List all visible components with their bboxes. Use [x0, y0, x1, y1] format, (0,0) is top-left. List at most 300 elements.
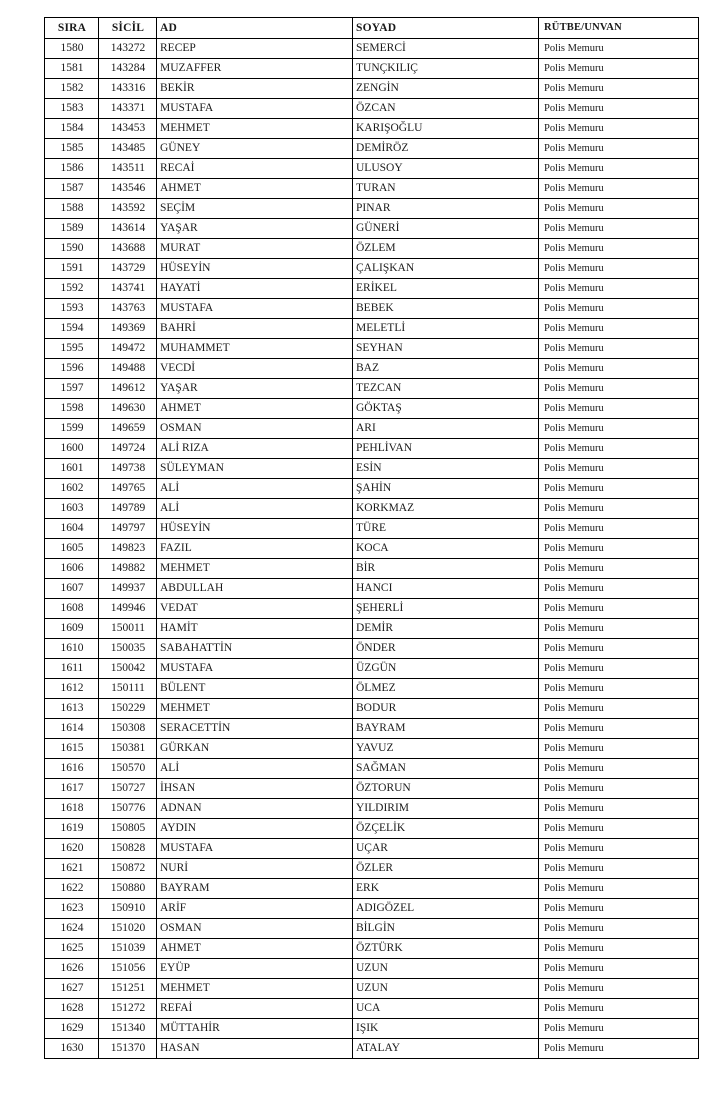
cell-sicil: 151020 [99, 919, 157, 939]
cell-ad: MEHMET [157, 699, 353, 719]
table-row [45, 519, 699, 539]
column-header-soyad: SOYAD [353, 18, 539, 39]
cell-soyad: ADIGÖZEL [353, 899, 539, 919]
cell-sicil: 150776 [99, 799, 157, 819]
cell-ad: ALİ [157, 499, 353, 519]
cell-sira: 1622 [45, 879, 99, 899]
cell-sicil: 151039 [99, 939, 157, 959]
table-row [45, 699, 699, 719]
cell-rutbe-unvan: Polis Memuru [539, 919, 699, 939]
cell-rutbe-unvan: Polis Memuru [539, 619, 699, 639]
table-row [45, 599, 699, 619]
cell-sira: 1630 [45, 1039, 99, 1059]
cell-rutbe-unvan: Polis Memuru [539, 799, 699, 819]
cell-rutbe-unvan: Polis Memuru [539, 239, 699, 259]
cell-rutbe-unvan: Polis Memuru [539, 99, 699, 119]
table-row [45, 879, 699, 899]
cell-soyad: ŞAHİN [353, 479, 539, 499]
cell-rutbe-unvan: Polis Memuru [539, 219, 699, 239]
table-row [45, 319, 699, 339]
cell-soyad: ATALAY [353, 1039, 539, 1059]
cell-sicil: 143546 [99, 179, 157, 199]
table-row [45, 199, 699, 219]
cell-rutbe-unvan: Polis Memuru [539, 979, 699, 999]
cell-ad: HAYATİ [157, 279, 353, 299]
cell-sicil: 149488 [99, 359, 157, 379]
cell-soyad: YILDIRIM [353, 799, 539, 819]
cell-soyad: TÜRE [353, 519, 539, 539]
cell-rutbe-unvan: Polis Memuru [539, 579, 699, 599]
cell-ad: OSMAN [157, 919, 353, 939]
cell-ad: ADNAN [157, 799, 353, 819]
cell-sira: 1602 [45, 479, 99, 499]
cell-sira: 1616 [45, 759, 99, 779]
cell-soyad: BEBEK [353, 299, 539, 319]
cell-sira: 1611 [45, 659, 99, 679]
cell-soyad: SAĞMAN [353, 759, 539, 779]
cell-rutbe-unvan: Polis Memuru [539, 379, 699, 399]
table-row [45, 959, 699, 979]
table-row [45, 719, 699, 739]
cell-sicil: 149369 [99, 319, 157, 339]
cell-rutbe-unvan: Polis Memuru [539, 319, 699, 339]
cell-sira: 1597 [45, 379, 99, 399]
cell-sicil: 143284 [99, 59, 157, 79]
cell-sicil: 149472 [99, 339, 157, 359]
cell-ad: MEHMET [157, 979, 353, 999]
cell-sicil: 143453 [99, 119, 157, 139]
cell-ad: MURAT [157, 239, 353, 259]
table-row [45, 919, 699, 939]
cell-sira: 1594 [45, 319, 99, 339]
cell-sira: 1590 [45, 239, 99, 259]
cell-sicil: 151272 [99, 999, 157, 1019]
cell-ad: YAŞAR [157, 379, 353, 399]
cell-soyad: BİLGİN [353, 919, 539, 939]
cell-rutbe-unvan: Polis Memuru [539, 59, 699, 79]
cell-soyad: KORKMAZ [353, 499, 539, 519]
cell-soyad: TUNÇKILIÇ [353, 59, 539, 79]
cell-ad: RECAİ [157, 159, 353, 179]
document-page [44, 17, 666, 1059]
cell-rutbe-unvan: Polis Memuru [539, 699, 699, 719]
cell-ad: HASAN [157, 1039, 353, 1059]
table-row [45, 579, 699, 599]
cell-rutbe-unvan: Polis Memuru [539, 39, 699, 59]
table-row [45, 679, 699, 699]
cell-ad: SEÇİM [157, 199, 353, 219]
cell-rutbe-unvan: Polis Memuru [539, 339, 699, 359]
table-row [45, 79, 699, 99]
cell-sicil: 149612 [99, 379, 157, 399]
table-row [45, 59, 699, 79]
cell-soyad: UZUN [353, 959, 539, 979]
cell-sicil: 149823 [99, 539, 157, 559]
cell-ad: ALİ [157, 759, 353, 779]
cell-sira: 1598 [45, 399, 99, 419]
cell-sira: 1582 [45, 79, 99, 99]
cell-soyad: ÖLMEZ [353, 679, 539, 699]
cell-rutbe-unvan: Polis Memuru [539, 659, 699, 679]
cell-sicil: 143272 [99, 39, 157, 59]
column-header-sira: SIRA [45, 18, 99, 39]
table-row [45, 339, 699, 359]
cell-sicil: 150570 [99, 759, 157, 779]
cell-sira: 1628 [45, 999, 99, 1019]
table-row [45, 539, 699, 559]
cell-sicil: 149630 [99, 399, 157, 419]
cell-sira: 1599 [45, 419, 99, 439]
cell-soyad: ÖZÇELİK [353, 819, 539, 839]
cell-sira: 1621 [45, 859, 99, 879]
column-header-rutbe-unvan: RÜTBE/UNVAN [539, 18, 699, 39]
cell-sicil: 151056 [99, 959, 157, 979]
cell-ad: MUHAMMET [157, 339, 353, 359]
cell-soyad: TEZCAN [353, 379, 539, 399]
cell-sicil: 150111 [99, 679, 157, 699]
cell-sicil: 143763 [99, 299, 157, 319]
cell-rutbe-unvan: Polis Memuru [539, 479, 699, 499]
table-row [45, 859, 699, 879]
cell-soyad: ESİN [353, 459, 539, 479]
cell-sicil: 151251 [99, 979, 157, 999]
cell-soyad: SEMERCİ [353, 39, 539, 59]
cell-rutbe-unvan: Polis Memuru [539, 559, 699, 579]
cell-rutbe-unvan: Polis Memuru [539, 779, 699, 799]
cell-soyad: DEMİR [353, 619, 539, 639]
cell-soyad: YAVUZ [353, 739, 539, 759]
cell-sira: 1604 [45, 519, 99, 539]
cell-sicil: 150727 [99, 779, 157, 799]
cell-soyad: ÖZTÜRK [353, 939, 539, 959]
table-row [45, 239, 699, 259]
cell-sicil: 143316 [99, 79, 157, 99]
cell-sicil: 150880 [99, 879, 157, 899]
cell-rutbe-unvan: Polis Memuru [539, 819, 699, 839]
cell-soyad: ÖZCAN [353, 99, 539, 119]
cell-sicil: 149937 [99, 579, 157, 599]
cell-ad: ALİ RIZA [157, 439, 353, 459]
cell-sira: 1592 [45, 279, 99, 299]
cell-soyad: ÖZLER [353, 859, 539, 879]
cell-rutbe-unvan: Polis Memuru [539, 759, 699, 779]
table-row [45, 119, 699, 139]
cell-soyad: ÖZTORUN [353, 779, 539, 799]
cell-sira: 1614 [45, 719, 99, 739]
cell-sira: 1620 [45, 839, 99, 859]
cell-ad: MEHMET [157, 119, 353, 139]
cell-sira: 1626 [45, 959, 99, 979]
cell-sira: 1613 [45, 699, 99, 719]
cell-rutbe-unvan: Polis Memuru [539, 679, 699, 699]
cell-rutbe-unvan: Polis Memuru [539, 139, 699, 159]
table-row [45, 899, 699, 919]
personnel-table [44, 17, 699, 1059]
cell-rutbe-unvan: Polis Memuru [539, 739, 699, 759]
cell-rutbe-unvan: Polis Memuru [539, 499, 699, 519]
table-row [45, 379, 699, 399]
cell-rutbe-unvan: Polis Memuru [539, 1039, 699, 1059]
cell-ad: AYDIN [157, 819, 353, 839]
table-row [45, 359, 699, 379]
column-header-sicil: SİCİL [99, 18, 157, 39]
cell-soyad: PEHLİVAN [353, 439, 539, 459]
cell-ad: ABDULLAH [157, 579, 353, 599]
cell-rutbe-unvan: Polis Memuru [539, 299, 699, 319]
cell-sicil: 150035 [99, 639, 157, 659]
cell-sira: 1585 [45, 139, 99, 159]
cell-ad: BEKİR [157, 79, 353, 99]
cell-sicil: 149765 [99, 479, 157, 499]
cell-soyad: BODUR [353, 699, 539, 719]
cell-rutbe-unvan: Polis Memuru [539, 539, 699, 559]
table-row [45, 159, 699, 179]
cell-ad: EYÜP [157, 959, 353, 979]
cell-soyad: GÜNERİ [353, 219, 539, 239]
cell-rutbe-unvan: Polis Memuru [539, 419, 699, 439]
cell-sira: 1625 [45, 939, 99, 959]
cell-soyad: ÇALIŞKAN [353, 259, 539, 279]
cell-sicil: 143371 [99, 99, 157, 119]
cell-sira: 1627 [45, 979, 99, 999]
cell-soyad: ERİKEL [353, 279, 539, 299]
cell-soyad: ARI [353, 419, 539, 439]
cell-soyad: MELETLİ [353, 319, 539, 339]
cell-soyad: UÇAR [353, 839, 539, 859]
cell-ad: MUSTAFA [157, 659, 353, 679]
cell-sicil: 143485 [99, 139, 157, 159]
cell-ad: RECEP [157, 39, 353, 59]
cell-soyad: BİR [353, 559, 539, 579]
cell-rutbe-unvan: Polis Memuru [539, 719, 699, 739]
cell-sira: 1601 [45, 459, 99, 479]
cell-rutbe-unvan: Polis Memuru [539, 879, 699, 899]
table-row [45, 259, 699, 279]
cell-sicil: 150828 [99, 839, 157, 859]
cell-rutbe-unvan: Polis Memuru [539, 959, 699, 979]
table-row [45, 459, 699, 479]
cell-rutbe-unvan: Polis Memuru [539, 399, 699, 419]
cell-rutbe-unvan: Polis Memuru [539, 859, 699, 879]
cell-sira: 1581 [45, 59, 99, 79]
cell-sira: 1593 [45, 299, 99, 319]
cell-ad: AHMET [157, 939, 353, 959]
table-row [45, 839, 699, 859]
table-row [45, 659, 699, 679]
cell-rutbe-unvan: Polis Memuru [539, 159, 699, 179]
table-row [45, 39, 699, 59]
cell-sira: 1609 [45, 619, 99, 639]
cell-soyad: ULUSOY [353, 159, 539, 179]
cell-sira: 1624 [45, 919, 99, 939]
cell-soyad: UZUN [353, 979, 539, 999]
cell-ad: VEDAT [157, 599, 353, 619]
cell-ad: MUZAFFER [157, 59, 353, 79]
table-row [45, 559, 699, 579]
cell-ad: ARİF [157, 899, 353, 919]
cell-ad: FAZIL [157, 539, 353, 559]
cell-soyad: KOCA [353, 539, 539, 559]
cell-ad: MEHMET [157, 559, 353, 579]
cell-ad: MUSTAFA [157, 299, 353, 319]
cell-sicil: 150042 [99, 659, 157, 679]
cell-sicil: 150011 [99, 619, 157, 639]
cell-sicil: 150805 [99, 819, 157, 839]
table-row [45, 939, 699, 959]
cell-ad: SERACETTİN [157, 719, 353, 739]
cell-ad: MUSTAFA [157, 99, 353, 119]
cell-ad: HÜSEYİN [157, 259, 353, 279]
cell-sira: 1623 [45, 899, 99, 919]
cell-soyad: TURAN [353, 179, 539, 199]
cell-sira: 1607 [45, 579, 99, 599]
cell-sicil: 150872 [99, 859, 157, 879]
cell-soyad: UCA [353, 999, 539, 1019]
cell-soyad: ÜZGÜN [353, 659, 539, 679]
cell-soyad: BAZ [353, 359, 539, 379]
cell-rutbe-unvan: Polis Memuru [539, 899, 699, 919]
table-row [45, 279, 699, 299]
cell-sira: 1586 [45, 159, 99, 179]
cell-sicil: 143729 [99, 259, 157, 279]
cell-sicil: 149659 [99, 419, 157, 439]
cell-rutbe-unvan: Polis Memuru [539, 199, 699, 219]
cell-soyad: BAYRAM [353, 719, 539, 739]
cell-sicil: 149789 [99, 499, 157, 519]
cell-ad: REFAİ [157, 999, 353, 1019]
cell-sicil: 150381 [99, 739, 157, 759]
table-row [45, 419, 699, 439]
cell-ad: BAHRİ [157, 319, 353, 339]
table-row [45, 779, 699, 799]
table-row [45, 139, 699, 159]
cell-sicil: 149738 [99, 459, 157, 479]
cell-rutbe-unvan: Polis Memuru [539, 279, 699, 299]
cell-sira: 1608 [45, 599, 99, 619]
cell-sicil: 143614 [99, 219, 157, 239]
cell-sicil: 143741 [99, 279, 157, 299]
cell-soyad: PINAR [353, 199, 539, 219]
cell-rutbe-unvan: Polis Memuru [539, 519, 699, 539]
cell-sicil: 143592 [99, 199, 157, 219]
cell-soyad: GÖKTAŞ [353, 399, 539, 419]
table-row [45, 819, 699, 839]
table-row [45, 399, 699, 419]
cell-sira: 1588 [45, 199, 99, 219]
cell-rutbe-unvan: Polis Memuru [539, 79, 699, 99]
cell-sira: 1603 [45, 499, 99, 519]
cell-rutbe-unvan: Polis Memuru [539, 999, 699, 1019]
table-row [45, 979, 699, 999]
cell-sira: 1612 [45, 679, 99, 699]
cell-sicil: 151340 [99, 1019, 157, 1039]
table-row [45, 219, 699, 239]
cell-soyad: ÖZLEM [353, 239, 539, 259]
cell-soyad: ERK [353, 879, 539, 899]
cell-soyad: ÖNDER [353, 639, 539, 659]
cell-soyad: DEMİRÖZ [353, 139, 539, 159]
table-row [45, 499, 699, 519]
cell-rutbe-unvan: Polis Memuru [539, 839, 699, 859]
cell-ad: GÜRKAN [157, 739, 353, 759]
cell-rutbe-unvan: Polis Memuru [539, 179, 699, 199]
cell-soyad: IŞIK [353, 1019, 539, 1039]
cell-ad: BAYRAM [157, 879, 353, 899]
cell-sira: 1596 [45, 359, 99, 379]
table-row [45, 179, 699, 199]
cell-sira: 1584 [45, 119, 99, 139]
cell-soyad: ZENGİN [353, 79, 539, 99]
cell-sira: 1600 [45, 439, 99, 459]
cell-ad: OSMAN [157, 419, 353, 439]
cell-sira: 1591 [45, 259, 99, 279]
cell-sira: 1589 [45, 219, 99, 239]
table-header-row [45, 18, 699, 39]
table-row [45, 439, 699, 459]
cell-sicil: 150229 [99, 699, 157, 719]
cell-sira: 1617 [45, 779, 99, 799]
cell-rutbe-unvan: Polis Memuru [539, 599, 699, 619]
cell-ad: MUSTAFA [157, 839, 353, 859]
cell-sicil: 151370 [99, 1039, 157, 1059]
cell-soyad: HANCI [353, 579, 539, 599]
cell-sira: 1595 [45, 339, 99, 359]
cell-soyad: KARIŞOĞLU [353, 119, 539, 139]
cell-ad: SÜLEYMAN [157, 459, 353, 479]
table-body [45, 39, 699, 1059]
table-row [45, 759, 699, 779]
table-row [45, 639, 699, 659]
cell-sira: 1606 [45, 559, 99, 579]
cell-sicil: 143511 [99, 159, 157, 179]
cell-ad: BÜLENT [157, 679, 353, 699]
cell-sicil: 143688 [99, 239, 157, 259]
cell-rutbe-unvan: Polis Memuru [539, 639, 699, 659]
cell-sira: 1605 [45, 539, 99, 559]
table-row [45, 479, 699, 499]
table-row [45, 999, 699, 1019]
cell-sicil: 149724 [99, 439, 157, 459]
table-row [45, 99, 699, 119]
cell-ad: HÜSEYİN [157, 519, 353, 539]
cell-rutbe-unvan: Polis Memuru [539, 359, 699, 379]
cell-ad: YAŞAR [157, 219, 353, 239]
cell-ad: GÜNEY [157, 139, 353, 159]
cell-sicil: 150910 [99, 899, 157, 919]
cell-sira: 1580 [45, 39, 99, 59]
cell-sicil: 150308 [99, 719, 157, 739]
cell-ad: İHSAN [157, 779, 353, 799]
cell-sira: 1618 [45, 799, 99, 819]
cell-ad: NURİ [157, 859, 353, 879]
cell-ad: SABAHATTİN [157, 639, 353, 659]
cell-rutbe-unvan: Polis Memuru [539, 119, 699, 139]
cell-ad: AHMET [157, 179, 353, 199]
cell-ad: MÜTTAHİR [157, 1019, 353, 1039]
cell-soyad: ŞEHERLİ [353, 599, 539, 619]
cell-sicil: 149882 [99, 559, 157, 579]
cell-sira: 1587 [45, 179, 99, 199]
table-row [45, 299, 699, 319]
cell-sicil: 149797 [99, 519, 157, 539]
cell-rutbe-unvan: Polis Memuru [539, 939, 699, 959]
cell-sira: 1610 [45, 639, 99, 659]
cell-sira: 1583 [45, 99, 99, 119]
table-row [45, 1039, 699, 1059]
cell-sira: 1619 [45, 819, 99, 839]
table-row [45, 619, 699, 639]
table-row [45, 799, 699, 819]
